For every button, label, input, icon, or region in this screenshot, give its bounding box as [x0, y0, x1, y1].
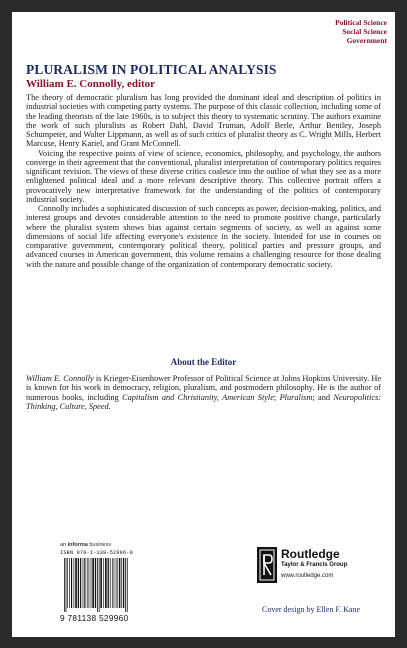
barcode-bar: [64, 558, 65, 612]
barcode-bar: [66, 558, 67, 612]
book-title-ref: Capitalism and Christianity, American Style: [122, 392, 274, 402]
cover-design-credit: Cover design by Ellen F. Kane: [262, 605, 361, 614]
about-editor-heading: About the Editor: [170, 357, 237, 367]
subject-label: Government: [346, 36, 387, 45]
barcode-bar: [125, 558, 126, 612]
barcode-bar: [69, 558, 70, 608]
barcode-bar: [78, 558, 79, 608]
book-editor: William E. Connolly, editor: [26, 78, 156, 90]
book-description: [26, 93, 381, 269]
barcode-bar: [84, 558, 85, 608]
about-text-segment: is Krieger-Eisenhower Professor of Political Science at Johns Hopkins University. He is known for his work in democracy, religion, pluralism, and postmodern philosophy. He is the author of numerous books, including: [26, 374, 382, 402]
about-text-separator: ; and: [312, 392, 334, 402]
book-title: PLURALISM IN POLITICAL ANALYSIS: [26, 62, 277, 77]
book-title-ref: Neuropolitics: Thinking, Culture, Speed: [26, 392, 382, 411]
routledge-logo-icon: [257, 547, 277, 583]
barcode-bar: [110, 558, 111, 608]
informa-brand: informa: [67, 542, 88, 548]
isbn-number: ISBN 978-1-138-52996-0: [60, 550, 133, 556]
subject-categories: [335, 18, 387, 45]
book-title-ref: Pluralism: [279, 392, 313, 402]
barcode-bar: [92, 558, 94, 608]
barcode-digits: 9 781138 529960: [60, 613, 129, 623]
editor-name: William E. Connolly: [26, 374, 94, 383]
about-text-separator: ;: [273, 392, 280, 402]
about-text-segment: .: [108, 401, 111, 411]
publisher-url: www.routledge.com: [281, 573, 334, 579]
barcode-bar: [95, 558, 96, 608]
barcode-bar: [105, 558, 107, 608]
barcode-bar: [99, 558, 100, 612]
barcode-bar: [71, 558, 72, 608]
about-editor-text: [26, 374, 381, 411]
barcode-bar: [89, 558, 90, 608]
barcode-bar: [108, 558, 109, 608]
barcode-icon: [60, 558, 144, 612]
barcode-bar: [119, 558, 120, 608]
barcode-bar: [114, 558, 115, 608]
publisher-name: Routledge: [281, 547, 340, 561]
barcode-bar: [75, 558, 77, 608]
barcode-block: [60, 550, 144, 628]
back-cover: [12, 12, 395, 637]
description-paragraph: Voicing the respective points of view of science, economics, philosophy, and psychology, the authors converge in their agreement that the conventional, pluralist interpretation of contemporary politics requires significant revision. The views of these diverse critics coalesce into the outline of what they see as a more enlightened political ideal and a more relevant descriptive theory. This collective portrait offers a provocatively new interpretative framework for the understanding of the politics of contemporary industrial society.: [26, 148, 381, 204]
barcode-bar: [116, 558, 117, 608]
barcode-bar: [67, 558, 68, 608]
barcode-bar: [127, 558, 128, 612]
publisher-block: [257, 545, 387, 589]
informa-prefix: an: [60, 542, 68, 548]
barcode-bar: [91, 558, 92, 608]
barcode-bar: [80, 558, 81, 608]
informa-suffix: business: [87, 542, 112, 548]
barcode-bar: [121, 558, 122, 608]
barcode-bar: [123, 558, 124, 608]
barcode-bar: [97, 558, 98, 612]
description-paragraph: The theory of democratic pluralism has long provided the dominant ideal and description of politics in industrial societies with competing party systems. The purpose of this classic collection, including some of the leading theorists of the late 1960s, is to subject this theory to systematic scrutiny. The authors examine the work of such pluralists as Robert Dahl, David Truman, Adolf Berle, Arthur Bentley, Joseph Schumpeter, and Walter Lippmann, as well as of such critics of pluralist theory as C. Wright Mills, Herbert Marcuse, Henry Kariel, and Grant McConnell.: [26, 93, 381, 149]
barcode-bar: [112, 558, 113, 608]
publisher-group: Taylor & Francis Group: [281, 562, 348, 568]
barcode-bar: [87, 558, 88, 608]
barcode-bar: [117, 558, 118, 608]
barcode-bar: [74, 558, 75, 608]
barcode-bar: [100, 558, 102, 608]
description-paragraph: Connolly includes a sophisticated discussion of such concepts as power, decision-making, politics, and interest groups and devotes considerable attention to the need to promote positive change, particularly where the pluralist system shows bias against certain segments of society, as well as against some dimensions of social life affecting everyone's existence in the society. Intended for use in courses on comparative government, contemporary political theory, political parties and pressure groups, and advanced courses in American government, this volume remains a challenging resource for those dealing with the nature and possible change of the organization of contemporary democratic society.: [26, 204, 381, 269]
barcode-bar: [103, 558, 104, 608]
informa-business-line: [60, 542, 111, 548]
subject-label: Social Science: [342, 27, 387, 36]
subject-label: Political Science: [335, 18, 387, 27]
barcode-bar: [83, 558, 84, 608]
